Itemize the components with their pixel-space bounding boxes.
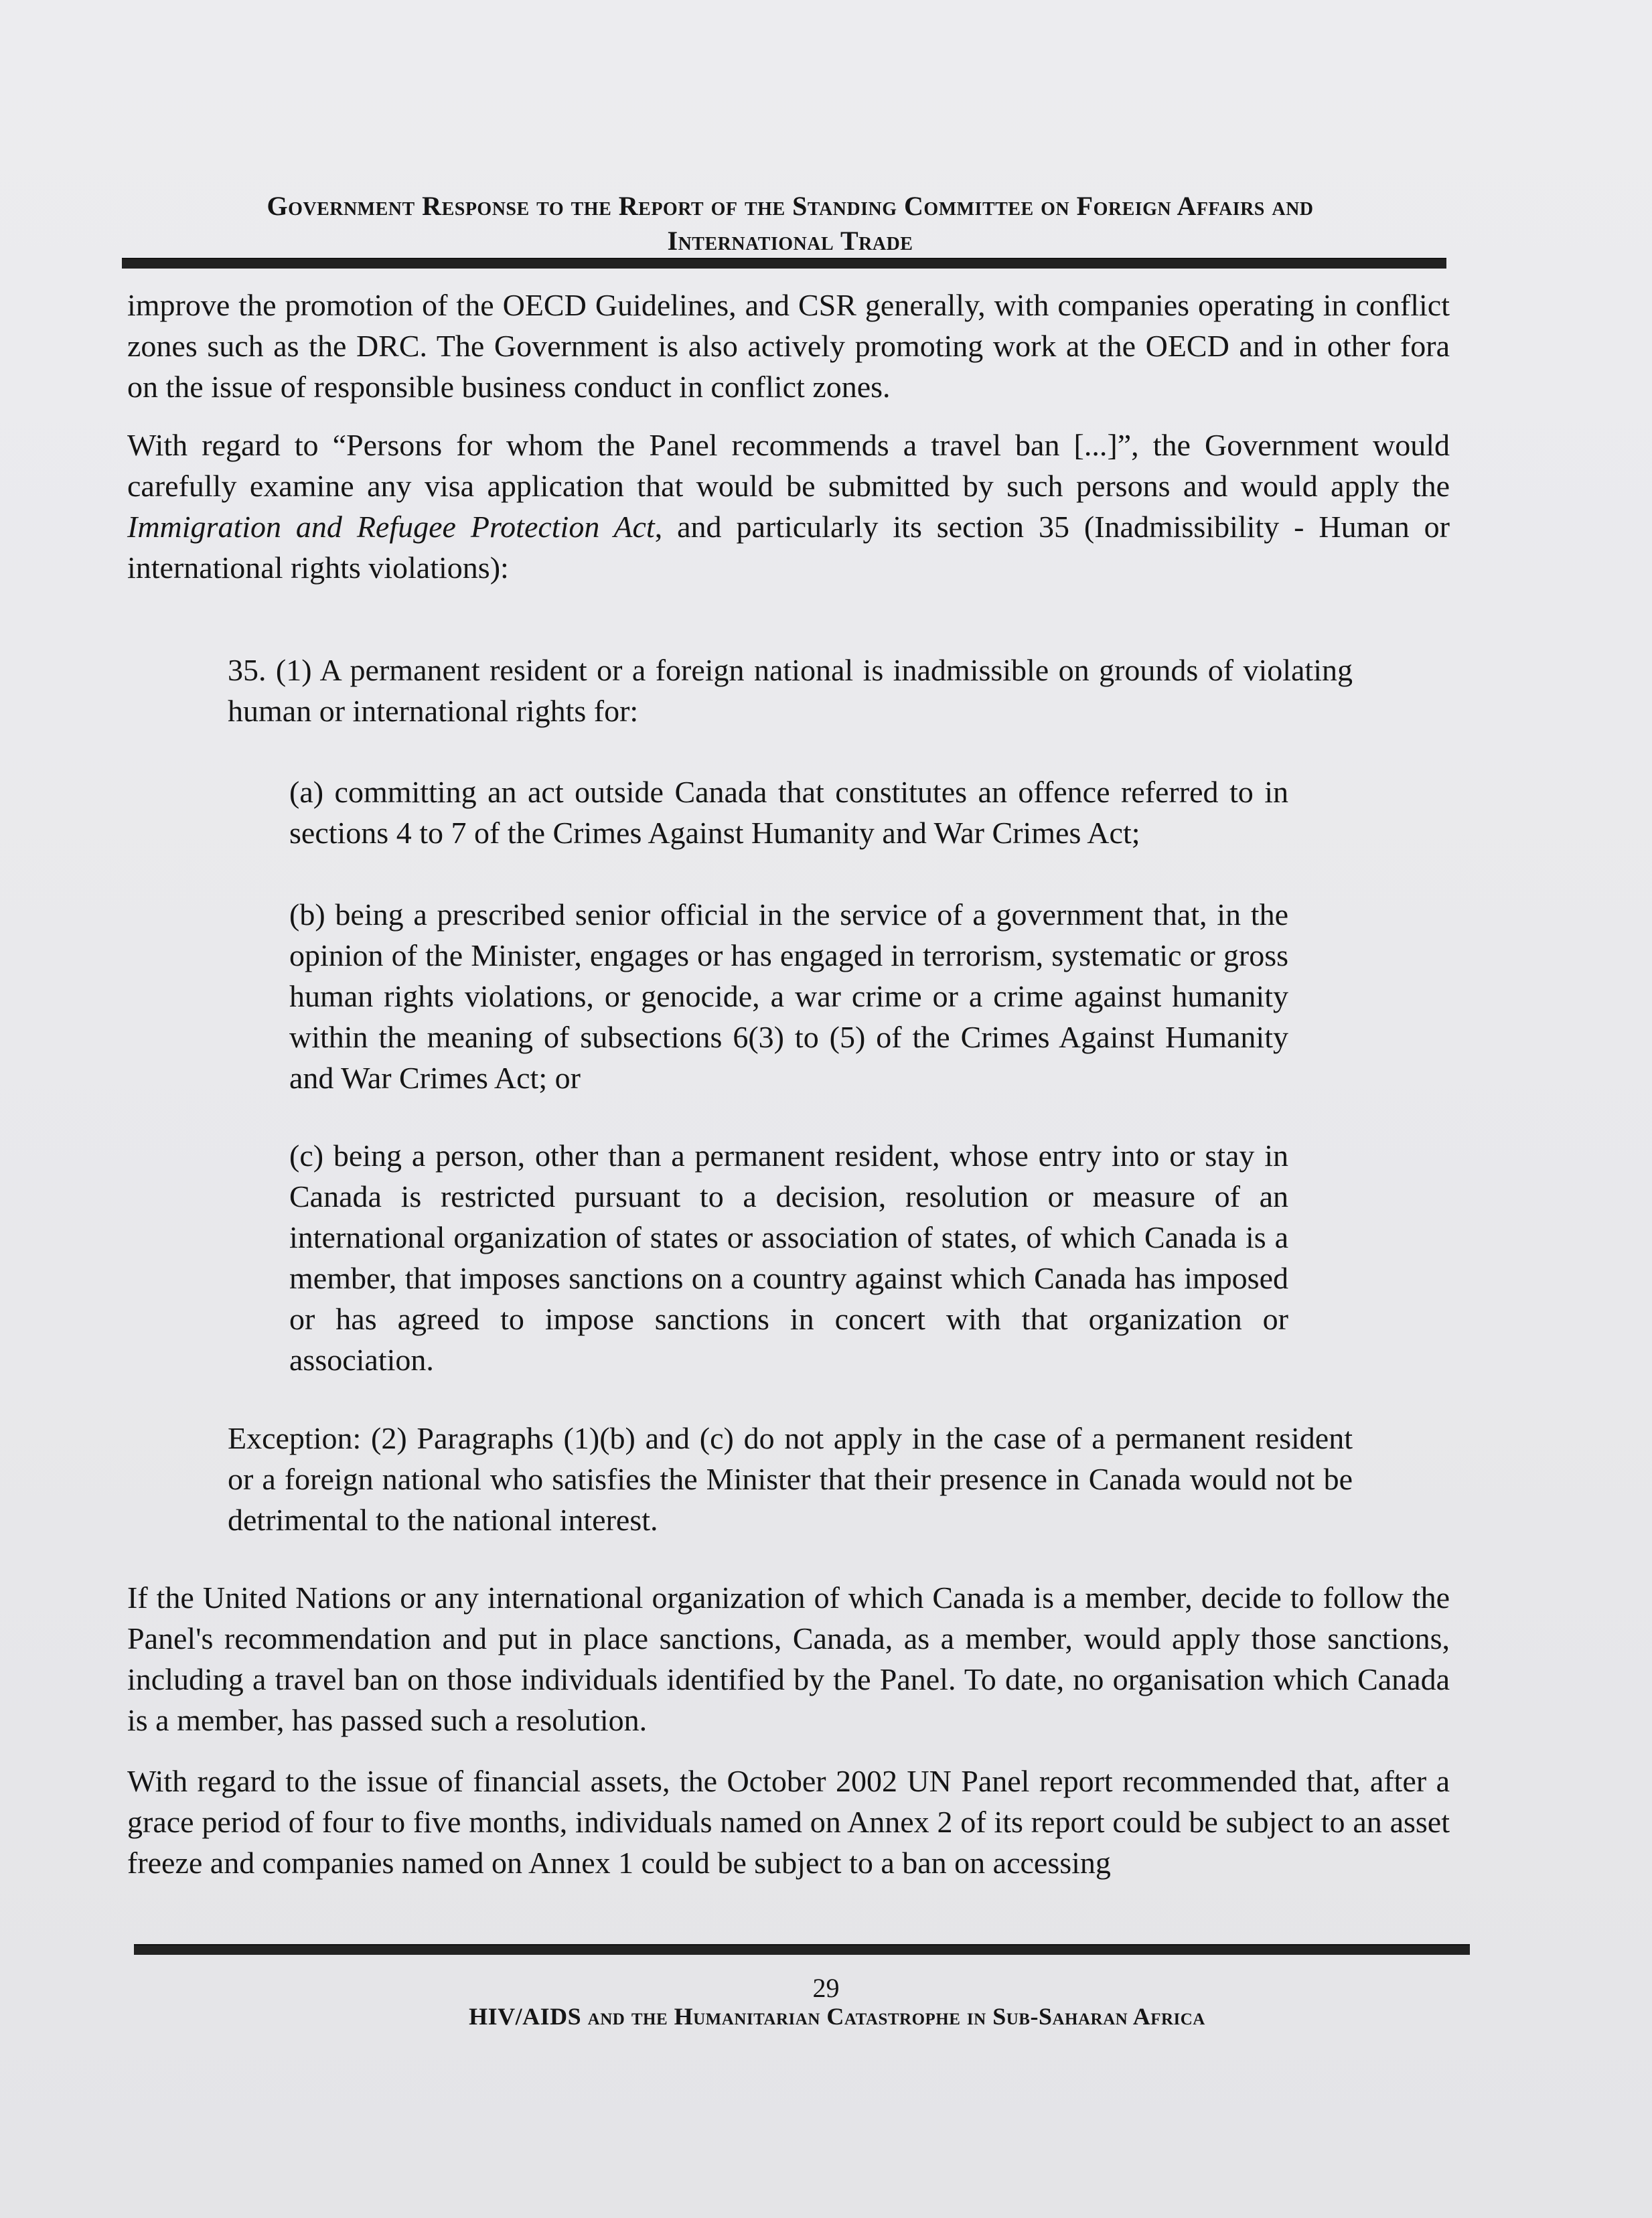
section-35-a [289,771,1288,853]
section-35-b-text: (b) being a prescribed senior official in the service of a government that, in the opinion of the Minister, engages or has engaged in terrorism, systematic or gross human rights violations, or genocide, a war crime or a crime against humanity within the meaning of subsections 6(3) to (5) of the Crimes Against Humanity and War Crimes Act; or [289,897,1288,1095]
paragraph-travel-ban-start: With regard to “Persons for whom the Panel recommends a travel ban [...]”, the Government would carefully examine any visa application that would be submitted by such persons and would apply the [127,428,1450,503]
paragraph-oecd: improve the promotion of the OECD Guidelines, and CSR generally, with companies operating in conflict zones such as the DRC. The Government is also actively promoting work at the OECD and in other fora on the issue of responsible business conduct in conflict zones. [127,288,1450,404]
act-title: Immigration and Refugee Protection Act [127,510,655,544]
header-line-1: Government Response to the Report of the Standing Committee on Foreign Affairs and [267,191,1314,221]
body-upper [127,285,1450,605]
footer-rule [134,1944,1470,1955]
header-rule [122,258,1446,269]
section-35-c [289,1135,1288,1380]
running-footer: HIV/AIDS and the Humanitarian Catastrophe in Sub-Saharan Africa [469,2003,1205,2030]
section-35-b [289,894,1288,1098]
section-35-c-text: (c) being a person, other than a permanent resident, whose entry into or stay in Canada is restricted pursuant to a decision, resolution or measure of an international organization of states or association of states, of which Canada is a member, that imposes sanctions on a country against which Canada has imposed or has agreed to impose sanctions in concert with that organization or association. [289,1138,1288,1377]
section-35-a-text: (a) committing an act outside Canada that constitutes an offence referred to in sections 4 to 7 of the Crimes Against Humanity and War Crimes Act; [289,775,1288,850]
section-35-intro-text: 35. (1) A permanent resident or a foreign national is inadmissible on grounds of violating human or international rights for: [228,653,1353,728]
page-number: 29 [812,1973,840,2003]
section-35-exception-text: Exception: (2) Paragraphs (1)(b) and (c) do not apply in the case of a permanent resident or a foreign national who satisfies the Minister that their presence in Canada would not be detrimental to the national interest. [228,1421,1353,1537]
paragraph-financial-assets: With regard to the issue of financial assets, the October 2002 UN Panel report recommended that, after a grace period of four to five months, individuals named on Annex 2 of its report could be subject to an asset freeze and companies named on Annex 1 could be subject to a ban on accessing [127,1764,1450,1880]
paragraph-un-sanctions: If the United Nations or any international organization of which Canada is a member, decide to follow the Panel's recommendation and put in place sanctions, Canada, as a member, would apply those sanctions, including a travel ban on those individuals identified by the Panel. To date, no organisation which Canada is a member, has passed such a resolution. [127,1580,1450,1737]
header-line-2: International Trade [667,226,913,256]
body-lower [127,1577,1450,1903]
paragraph-travel-ban-end: , and particularly its section 35 (Inadmissibility - Human or international rights violations): [127,510,1450,585]
section-35-exception [228,1418,1353,1540]
section-35-intro [228,650,1353,731]
paragraph-travel-ban [127,425,1450,588]
running-header [121,189,1460,258]
